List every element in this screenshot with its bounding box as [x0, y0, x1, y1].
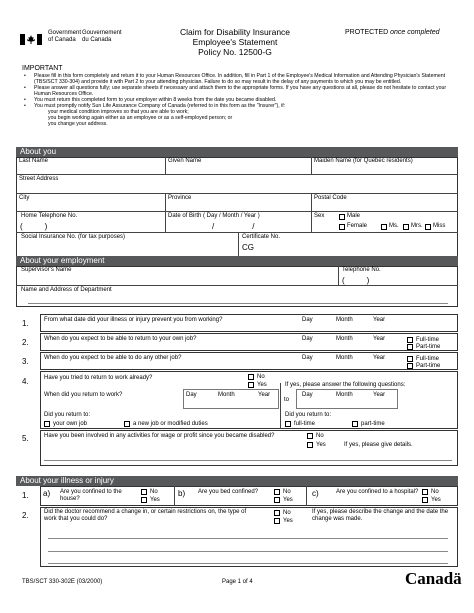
q3-parttime-checkbox[interactable] [407, 363, 413, 369]
important-list: • Please fill in this form completely and return it to your Human Resources Office. In addition, fill in Part 1 of the Employee's Medical Information and Attending Physician's Statement (TBS/SCT 330-304) and provide it with Part 2 to your attending physician. Failure to do so may result in the delay of any payments to which you may be entitled. • Please answer all questions fully; use separate sheets if necessary and attach them to the appropriate forms. If you have any questions at all, please do not hesitate to contact your Human Resources Office. • You must return this completed form to your employer within 8 weeks from the date you became disabled. • You must promptly notify Sun Life Assurance Company of Canada (referred to in this form as the "Insurer"), if: your medical condition improves so that you are able to work; you begin working again either as an employee or as a self-employed person; or you change your address. [24, 73, 454, 127]
important-heading: IMPORTANT [22, 65, 63, 72]
illness-q1c-letter: c) [312, 489, 319, 498]
q4-until-month: Month [336, 392, 353, 398]
important-bullet: You must promptly notify Sun Life Assurance Company of Canada (referred to in this form as the "Insurer"), if: [34, 103, 286, 109]
q1-day-label: Day [302, 317, 313, 323]
q2-parttime-checkbox[interactable] [407, 344, 413, 350]
important-sub-bullet: you begin working again either as an employee or as a self-employed person; or [48, 115, 233, 121]
q4-returned-label: Did you return to: [44, 412, 91, 418]
illness-q1b-yes-label: Yes [283, 497, 293, 503]
q4-parttime-label: part-time [361, 421, 385, 427]
illness-q2-yes-checkbox[interactable] [274, 518, 280, 524]
q3-fulltime-checkbox[interactable] [407, 356, 413, 362]
certificate-prefix: CG [242, 243, 254, 252]
illness-q1b-no-checkbox[interactable] [274, 489, 280, 495]
illness-q1c-no-label: No [431, 489, 439, 495]
last-name-field[interactable] [18, 164, 163, 173]
q4-to-label: to [284, 397, 290, 403]
male-label: Male [347, 213, 361, 219]
illness-q1b-letter: b) [178, 489, 186, 498]
home-phone-field[interactable]: ( ) [20, 222, 48, 231]
illness-q2-label: Did the doctor recommend a change in, or certain restrictions on, the type of work that you could do? [44, 509, 247, 522]
illness-q1c-yes-label: Yes [431, 497, 441, 503]
q3-date-field[interactable] [300, 362, 396, 369]
postal-field[interactable] [313, 202, 456, 210]
q1-month-label: Month [336, 317, 353, 323]
important-bullet: Please answer all questions fully; use separate sheets if necessary and attach them to the appropriate forms. If you have any questions at all, please do not hesitate to contact your Human Resources Office. [34, 85, 447, 97]
q1-year-label: Year [373, 317, 386, 323]
important-bullet: You must return this completed form to your employer within 8 weeks from the date you became disabled. [34, 97, 277, 103]
given-name-field[interactable] [167, 164, 309, 173]
female-checkbox[interactable] [339, 224, 345, 230]
q3-label: When do you expect to be able to do any other job? [44, 355, 182, 361]
q2-label: When do you expect to be able to return to your own job? [44, 336, 197, 342]
sex-label: Sex [314, 213, 325, 219]
illness-q1c-no-checkbox[interactable] [422, 489, 428, 495]
q1-number: 1. [22, 319, 29, 328]
illness-q1c-yes-checkbox[interactable] [422, 497, 428, 503]
illness-q1a-label: Are you confined to the house? [60, 489, 122, 502]
illness-q1b-no-label: No [283, 489, 291, 495]
maiden-name-label: Maiden Name (for Quebec residents) [314, 158, 413, 164]
city-label: City [19, 195, 30, 201]
illness-q2-details-field[interactable] [48, 528, 448, 564]
canada-wordmark: Canadä [405, 569, 462, 588]
q5-number: 5. [22, 434, 29, 443]
miss-label: Miss [433, 223, 446, 229]
maiden-name-field[interactable] [313, 164, 456, 173]
gov-en-1: Government [48, 30, 82, 36]
q5-label: Have you been involved in any activities for wage or profit since you became disabled? [44, 433, 275, 439]
certificate-field[interactable] [258, 242, 454, 254]
female-label: Female [347, 223, 368, 229]
mrs-label: Mrs. [411, 223, 423, 229]
supervisor-label: Supervisor's Name [21, 267, 72, 273]
province-field[interactable] [167, 202, 309, 210]
q5-no-checkbox[interactable] [307, 433, 313, 439]
form-number: TBS/SCT 330-302E (03/2000) [22, 579, 103, 585]
illness-q1a-yes-label: Yes [150, 497, 160, 503]
street-label: Street Address [19, 176, 59, 182]
q4-until-year: Year [373, 392, 386, 398]
telephone-field[interactable]: ( ) [342, 276, 370, 285]
q4-new-job-checkbox[interactable] [124, 421, 130, 427]
q2-year-label: Year [373, 336, 386, 342]
q4-no-checkbox[interactable] [248, 374, 254, 380]
home-phone-label: Home Telephone No. [21, 213, 78, 219]
q3-year-label: Year [373, 355, 386, 361]
q4-number: 4. [22, 377, 29, 386]
q5-yes-checkbox[interactable] [307, 442, 313, 448]
illness-q1a-letter: a) [43, 489, 51, 498]
sin-label: Social Insurance No. (for tax purposes) [21, 234, 126, 240]
q3-month-label: Month [336, 355, 353, 361]
dept-field[interactable] [20, 294, 452, 304]
q4-fulltime-checkbox[interactable] [285, 421, 291, 427]
q4-own-job-checkbox[interactable] [44, 421, 50, 427]
q4-return-month: Month [218, 392, 235, 398]
illness-q2-no-label: No [283, 510, 291, 516]
last-name-label: Last Name [19, 158, 49, 164]
q4-label: Have you tried to return to work already? [44, 375, 153, 381]
canada-flag-icon [20, 32, 42, 43]
q3-day-label: Day [302, 355, 313, 361]
province-label: Province [168, 195, 192, 201]
q5-no-label: No [316, 433, 324, 439]
q1-label: From what date did your illness or injury prevent you from working? [44, 317, 223, 323]
ms-label: Ms. [389, 223, 399, 229]
important-sub-bullet: you change your address. [48, 121, 108, 127]
miss-checkbox[interactable] [425, 224, 431, 230]
q5-details-field[interactable] [44, 450, 452, 460]
policy-number: Policy No. 12500-G [198, 47, 272, 57]
street-field[interactable] [18, 183, 456, 192]
form-title: Claim for Disability Insurance [179, 27, 291, 37]
dob-label: Date of Birth ( Day / Month / Year ) [168, 213, 260, 219]
dob-field[interactable]: / / [212, 222, 255, 231]
city-field[interactable] [18, 202, 163, 210]
q4-own-job-label: your own job [53, 421, 88, 427]
q3-fulltime-label: Full-time [416, 356, 440, 362]
form-subtitle: Employee's Statement [192, 37, 278, 47]
illness-q1-number: 1. [22, 491, 29, 500]
q3-number: 3. [22, 357, 29, 366]
q4-did-return-label: Did you return to: [285, 412, 332, 418]
illness-heading: About your illness or injury [16, 476, 458, 486]
q4-yes-label: Yes [257, 382, 267, 388]
sin-field[interactable] [20, 242, 234, 254]
mrs-checkbox[interactable] [403, 224, 409, 230]
q5-yes-label: Yes [316, 442, 326, 448]
employment-heading: About your employment [16, 256, 458, 266]
postal-label: Postal Code [314, 195, 347, 201]
q4-when-label: When did you return to work? [44, 392, 123, 398]
q2-parttime-label: Part-time [416, 344, 441, 350]
q1-date-field[interactable] [300, 324, 396, 331]
illness-q2-no-checkbox[interactable] [274, 510, 280, 516]
important-bullet: Please fill in this form completely and return it to your Human Resources Office. In addition, fill in Part 1 of the Employee's Medical Information and Attending Physician's Statement (TBS/SCT 330-304) and provide it with Part 2 to your attending physician. Failure to do so may result in the delay of any payments to which you may be entitled. [34, 73, 446, 85]
q4-until-day: Day [302, 392, 313, 398]
illness-q2-yes-label: Yes [283, 518, 293, 524]
q5-if-yes: If yes, please give details. [344, 442, 413, 448]
male-checkbox[interactable] [339, 214, 345, 220]
about-you-heading: About you [16, 147, 458, 157]
illness-q1a-yes-checkbox[interactable] [141, 497, 147, 503]
important-sub-bullet: your medical condition improves so that you are able to work; [48, 109, 189, 115]
illness-q2-number: 2. [22, 511, 29, 520]
q4-return-day: Day [186, 392, 197, 398]
q4-new-job-label: a new job or modified duties [133, 421, 208, 427]
q4-no-label: No [257, 374, 265, 380]
illness-q1b-yes-checkbox[interactable] [274, 497, 280, 503]
gov-fr-2: du Canada [82, 37, 112, 43]
given-name-label: Given Name [168, 158, 202, 164]
supervisor-field[interactable] [20, 274, 334, 284]
protected-label: PROTECTED once completed [345, 29, 440, 36]
q2-date-field[interactable] [300, 343, 396, 350]
q4-yes-checkbox[interactable] [248, 382, 254, 388]
q2-fulltime-checkbox[interactable] [407, 337, 413, 343]
page-number: Page 1 of 4 [222, 579, 253, 585]
illness-q1a-no-label: No [150, 489, 158, 495]
q4-fulltime-label: full-time [294, 421, 316, 427]
illness-q2-if-yes: If yes, please describe the change and the date the change was made. [312, 509, 449, 522]
certificate-label: Certificate No. [242, 234, 281, 240]
ms-checkbox[interactable] [381, 224, 387, 230]
q4-parttime-checkbox[interactable] [352, 421, 358, 427]
q2-month-label: Month [336, 336, 353, 342]
gov-fr-1: Gouvernement [82, 30, 122, 36]
illness-q1a-no-checkbox[interactable] [141, 489, 147, 495]
q3-parttime-label: Part-time [416, 363, 441, 369]
q2-day-label: Day [302, 336, 313, 342]
illness-q1b-label: Are you bed confined? [198, 489, 259, 495]
q2-number: 2. [22, 338, 29, 347]
dept-label: Name and Address of Department [21, 287, 112, 293]
q4-if-yes: If yes, please answer the following questions: [285, 382, 406, 388]
q4-return-year: Year [258, 392, 271, 398]
q2-fulltime-label: Full-time [416, 337, 440, 343]
telephone-label: Telephone No. [342, 267, 381, 273]
illness-q1c-label: Are you confined to a hospital? [336, 489, 419, 495]
gov-en-2: of Canada [48, 37, 76, 43]
